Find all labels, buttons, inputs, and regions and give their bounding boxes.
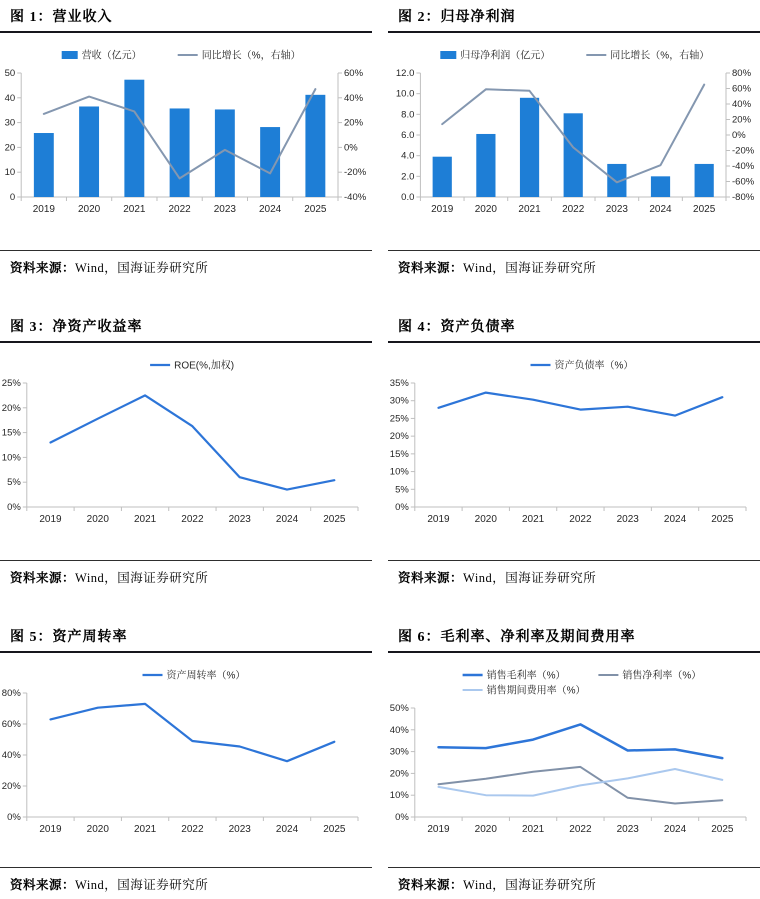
svg-text:80%: 80% (1, 688, 21, 699)
figure-title: 图 4：资产负债率 (398, 320, 516, 335)
svg-text:2020: 2020 (474, 514, 497, 525)
svg-text:30: 30 (4, 117, 16, 129)
source-text: Wind，国海证券研究所 (75, 261, 209, 275)
spacer (0, 843, 372, 867)
svg-text:2025: 2025 (323, 824, 346, 835)
svg-text:2024: 2024 (663, 824, 687, 835)
svg-text:4.0: 4.0 (401, 150, 415, 162)
title-divider (388, 651, 760, 653)
svg-text:2023: 2023 (605, 204, 628, 215)
source-note (388, 251, 760, 276)
svg-text:20%: 20% (732, 114, 752, 126)
roe-chart (0, 353, 372, 533)
svg-text:资产负债率（%）: 资产负债率（%） (554, 360, 634, 372)
svg-text:30%: 30% (389, 395, 409, 407)
source-text: Wind，国海证券研究所 (75, 878, 209, 892)
figure-panel-6 (388, 620, 760, 899)
net-profit-chart (388, 43, 760, 223)
source-label: 资料来源： (398, 571, 464, 585)
svg-text:2023: 2023 (616, 514, 639, 525)
asset-turnover-chart (0, 663, 372, 843)
svg-text:5%: 5% (7, 477, 21, 489)
svg-text:20: 20 (4, 142, 16, 154)
source-label: 资料来源： (10, 571, 76, 585)
svg-text:25%: 25% (1, 378, 21, 389)
source-text: Wind，国海证券研究所 (463, 878, 597, 892)
svg-text:2023: 2023 (228, 514, 251, 525)
figure-title: 图 3：净资产收益率 (10, 320, 143, 335)
svg-text:2020: 2020 (474, 824, 497, 835)
spacer (388, 533, 760, 560)
source-text: Wind，国海证券研究所 (463, 261, 597, 275)
svg-text:20%: 20% (1, 402, 21, 414)
figure-panel-3 (0, 310, 372, 620)
source-text: Wind，国海证券研究所 (463, 571, 597, 585)
source-note (388, 868, 760, 893)
svg-text:销售净利率（%）: 销售净利率（%） (622, 670, 702, 682)
svg-text:销售期间费用率（%）: 销售期间费用率（%） (486, 685, 586, 697)
svg-text:2025: 2025 (711, 514, 734, 525)
svg-text:35%: 35% (389, 378, 409, 389)
svg-text:2024: 2024 (275, 514, 299, 525)
source-label: 资料来源： (10, 878, 76, 892)
svg-text:2021: 2021 (133, 824, 157, 835)
svg-text:-20%: -20% (732, 145, 755, 157)
svg-text:-60%: -60% (732, 176, 755, 188)
svg-text:0.0: 0.0 (401, 192, 415, 203)
svg-text:20%: 20% (389, 431, 409, 443)
svg-text:2019: 2019 (431, 204, 454, 215)
title-divider (0, 341, 372, 343)
svg-text:10%: 10% (389, 466, 409, 478)
svg-text:2021: 2021 (521, 514, 545, 525)
spacer (0, 533, 372, 560)
svg-text:2023: 2023 (213, 204, 236, 215)
svg-text:2022: 2022 (569, 514, 592, 525)
figure-title: 图 2：归母净利润 (398, 10, 516, 25)
svg-text:2023: 2023 (228, 824, 251, 835)
source-note (0, 561, 372, 586)
svg-text:40%: 40% (732, 99, 752, 110)
svg-text:50%: 50% (389, 703, 409, 714)
svg-text:2021: 2021 (133, 514, 157, 525)
svg-text:40: 40 (4, 92, 16, 104)
svg-text:2020: 2020 (86, 514, 109, 525)
source-note (0, 251, 372, 276)
svg-text:2019: 2019 (427, 514, 450, 525)
svg-text:2022: 2022 (562, 204, 585, 215)
svg-text:0%: 0% (395, 812, 409, 823)
title-divider (0, 31, 372, 33)
svg-text:50: 50 (4, 68, 16, 79)
svg-text:归母净利润（亿元）: 归母净利润（亿元） (460, 50, 551, 62)
svg-text:60%: 60% (732, 83, 752, 95)
title-divider (0, 651, 372, 653)
spacer (0, 223, 372, 250)
svg-text:2024: 2024 (258, 204, 282, 215)
svg-text:40%: 40% (1, 750, 21, 761)
svg-text:10.0: 10.0 (395, 88, 415, 100)
debt-ratio-chart (388, 353, 760, 533)
svg-text:25%: 25% (389, 413, 409, 425)
figure-panel-2 (388, 0, 760, 310)
source-label: 资料来源： (398, 878, 464, 892)
svg-text:-40%: -40% (344, 192, 367, 203)
svg-text:2021: 2021 (123, 204, 146, 215)
svg-text:40%: 40% (344, 92, 364, 104)
svg-text:60%: 60% (344, 68, 364, 79)
source-label: 资料来源： (10, 261, 76, 275)
svg-text:2021: 2021 (518, 204, 541, 215)
svg-text:2019: 2019 (39, 514, 62, 525)
svg-text:2019: 2019 (39, 824, 62, 835)
svg-text:0: 0 (9, 192, 16, 203)
svg-text:资产周转率（%）: 资产周转率（%） (166, 670, 246, 682)
svg-text:2022: 2022 (168, 204, 191, 215)
svg-text:0%: 0% (344, 142, 358, 154)
figure-title: 图 5：资产周转率 (10, 630, 128, 645)
figure-title: 图 6：毛利率、净利率及期间费用率 (398, 630, 636, 645)
svg-text:营收（亿元）: 营收（亿元） (81, 50, 142, 62)
svg-text:6.0: 6.0 (401, 130, 415, 141)
svg-text:5%: 5% (395, 484, 409, 496)
figure-panel-1 (0, 0, 372, 310)
svg-text:20%: 20% (1, 781, 21, 792)
svg-text:2024: 2024 (275, 824, 299, 835)
svg-text:同比增长（%，右轴）: 同比增长（%，右轴） (610, 50, 710, 62)
svg-text:0%: 0% (7, 502, 21, 513)
svg-text:2022: 2022 (569, 824, 592, 835)
svg-text:60%: 60% (1, 719, 21, 730)
svg-text:2025: 2025 (323, 514, 346, 525)
svg-text:15%: 15% (389, 448, 409, 460)
source-note (388, 561, 760, 586)
svg-text:销售毛利率（%）: 销售毛利率（%） (486, 670, 566, 682)
svg-text:ROE(%,加权): ROE(%,加权) (174, 360, 235, 372)
revenue-chart (0, 43, 372, 223)
svg-text:2024: 2024 (649, 204, 672, 215)
svg-text:2023: 2023 (616, 824, 639, 835)
svg-text:2020: 2020 (86, 824, 109, 835)
svg-text:2020: 2020 (474, 204, 498, 215)
svg-text:15%: 15% (1, 427, 21, 439)
figure-panel-5 (0, 620, 372, 899)
margin-ratios-chart (388, 663, 760, 843)
svg-text:12.0: 12.0 (395, 68, 415, 79)
svg-text:2025: 2025 (693, 204, 716, 215)
source-note (0, 868, 372, 893)
title-divider (388, 341, 760, 343)
source-label: 资料来源： (398, 261, 464, 275)
figure-panel-4 (388, 310, 760, 620)
svg-text:2021: 2021 (521, 824, 545, 835)
spacer (388, 223, 760, 250)
svg-text:2022: 2022 (181, 824, 204, 835)
svg-text:-80%: -80% (732, 192, 755, 203)
svg-text:同比增长（%，右轴）: 同比增长（%，右轴） (201, 50, 301, 62)
svg-text:2019: 2019 (32, 204, 55, 215)
svg-text:8.0: 8.0 (401, 109, 415, 121)
svg-text:20%: 20% (389, 768, 409, 780)
svg-text:20%: 20% (344, 117, 364, 129)
svg-text:2.0: 2.0 (401, 171, 415, 183)
svg-text:80%: 80% (732, 68, 752, 79)
svg-text:2025: 2025 (711, 824, 734, 835)
svg-text:2019: 2019 (427, 824, 450, 835)
title-divider (388, 31, 760, 33)
svg-text:2022: 2022 (181, 514, 204, 525)
svg-text:-20%: -20% (344, 167, 367, 179)
svg-text:30%: 30% (389, 746, 409, 758)
svg-text:2025: 2025 (304, 204, 327, 215)
svg-text:0%: 0% (7, 812, 21, 823)
svg-text:-40%: -40% (732, 161, 755, 172)
svg-text:40%: 40% (389, 724, 409, 736)
figure-title: 图 1：营业收入 (10, 10, 113, 25)
svg-text:0%: 0% (395, 502, 409, 513)
svg-text:10%: 10% (1, 452, 21, 464)
spacer (388, 843, 760, 867)
source-text: Wind，国海证券研究所 (75, 571, 209, 585)
svg-text:10%: 10% (389, 790, 409, 802)
svg-text:10: 10 (4, 167, 16, 179)
svg-text:2024: 2024 (663, 514, 687, 525)
svg-text:0%: 0% (732, 130, 746, 141)
svg-text:2020: 2020 (77, 204, 101, 215)
